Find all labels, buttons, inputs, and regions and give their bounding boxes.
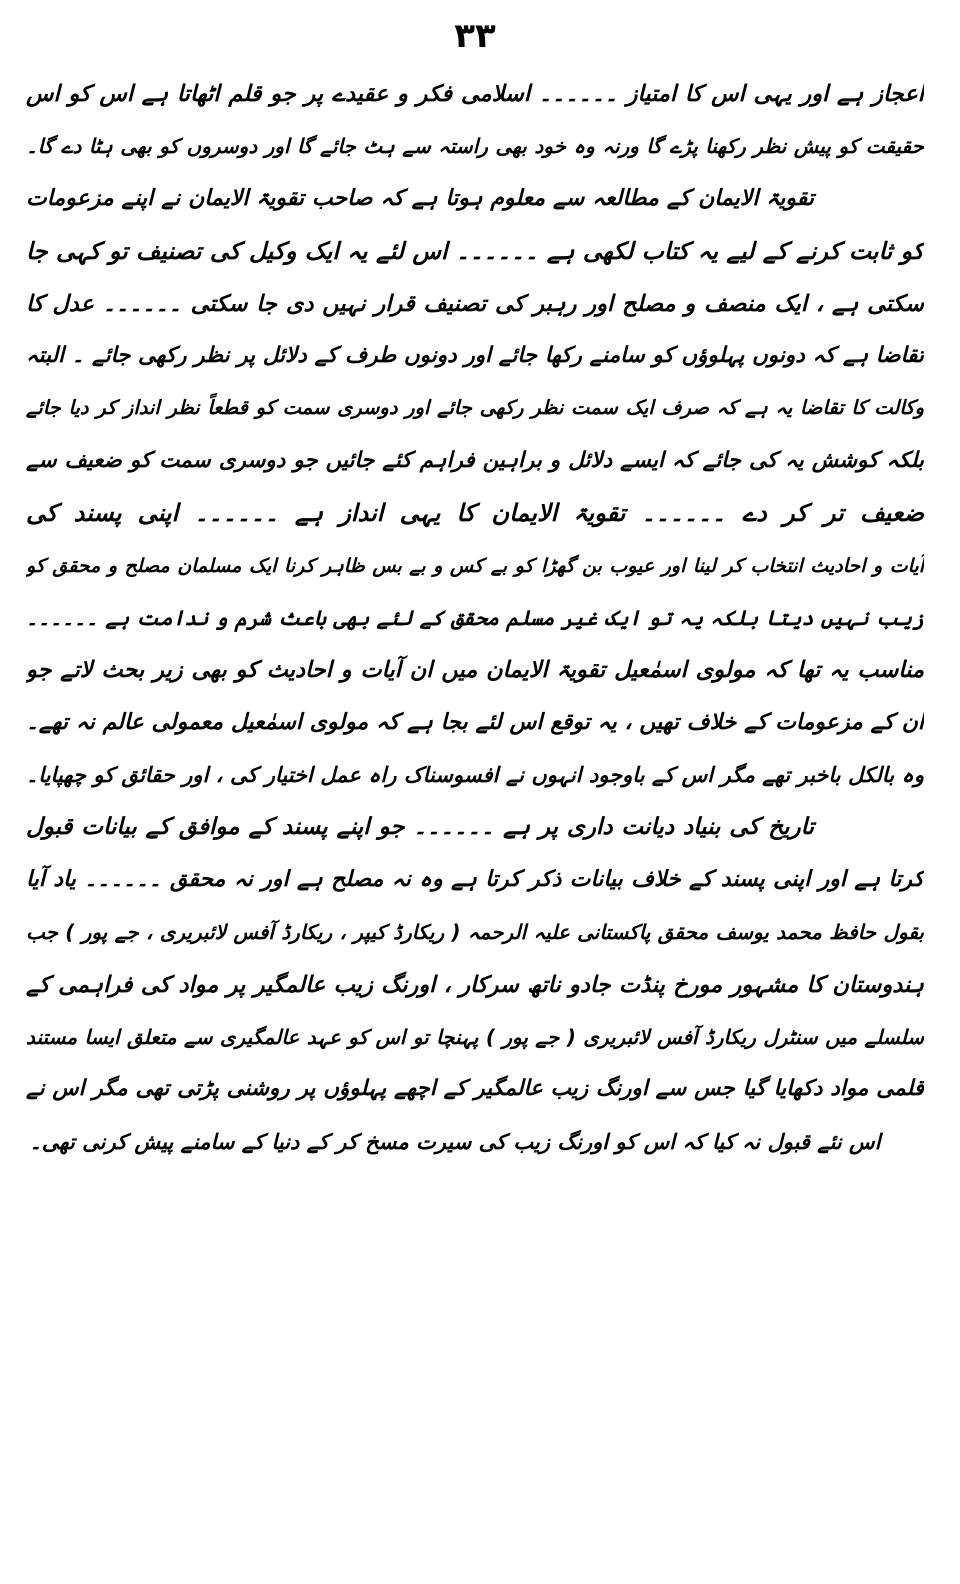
text-line: آیات و احادیث انتخاب کر لینا اور عیوب بن گھڑا کو بے کس و بے بس ظاہر کرنا ایک مسلمان مصلح و محقق کو bbox=[26, 554, 924, 577]
text-line: تقاضا ہے کہ دونوں پہلوؤں کو سامنے رکھا جائے اور دونوں طرف کے دلائل پر نظر رکھی جائے ۔ البتہ bbox=[26, 342, 924, 368]
text-line: وکالت کا تقاضا یہ ہے کہ صرف ایک سمت نظر رکھی جائے اور دوسری سمت کو قطعاً نظر انداز کر دیا جائے bbox=[26, 396, 924, 420]
page-number: ۳۳ bbox=[454, 16, 496, 56]
text-line: بلکہ کوشش یہ کی جائے کہ ایسے دلائل و براہین فراہم کئے جائیں جو دوسری سمت کو ضعیف سے bbox=[26, 447, 924, 473]
text-line: ان کے مزعومات کے خلاف تھیں ، یہ توقع اس لئے بجا ہے کہ مولوی اسمٰعیل معمولی عالم نہ تھے۔ bbox=[26, 709, 924, 735]
text-line: زیب نہیں دیتا بلکہ یہ تو ایک غیر مسلم محقق کے لئے بھی باعث شرم و ندامت ہے ۔۔۔۔۔۔ bbox=[26, 605, 924, 630]
body-text bbox=[26, 68, 924, 1168]
text-line: تاریخ کی بنیاد دیانت داری پر ہے ۔۔۔۔۔۔ جو اپنے پسند کے موافق کے بیانات قبول bbox=[26, 814, 814, 841]
text-line: اس نئے قبول نہ کیا کہ اس کو اورنگ زیب کی سیرت مسخ کر کے دنیا کے سامنے پیش کرنی تھی۔ bbox=[29, 1129, 881, 1154]
text-line: حقیقت کو پیش نظر رکھنا پڑے گا ورنہ وہ خود بھی راستہ سے ہٹ جائے گا اور دوسروں کو بھی ہٹا دے گا۔ bbox=[26, 134, 924, 159]
text-line: کرتا ہے اور اپنی پسند کے خلاف بیانات ذکر کرتا ہے وہ نہ مصلح ہے اور نہ محقق ۔۔۔۔۔۔ یاد آیا bbox=[26, 866, 924, 892]
text-line: سلسلے میں سنٹرل ریکارڈ آفس لائبریری ( جے پور ) پہنچا تو اس کو عہد عالمگیری سے متعلق ایسا مستند bbox=[26, 1025, 924, 1050]
text-line: تقویۃ الایمان کے مطالعہ سے معلوم ہوتا ہے کہ صاحب تقویۃ الایمان نے اپنے مزعومات bbox=[26, 185, 814, 211]
text-line: کو ثابت کرنے کے لیے یہ کتاب لکھی ہے ۔۔۔۔۔۔ اس لئے یہ ایک وکیل کی تصنیف تو کہی جا bbox=[26, 237, 924, 266]
text-line: مناسب یہ تھا کہ مولوی اسمٰعیل تقویۃ الایمان میں ان آیات و احادیث کو بھی زیر بحث لاتے جو bbox=[26, 657, 924, 684]
text-line: قلمی مواد دکھایا گیا جس سے اورنگ زیب عالمگیر کے اچھے پہلوؤں پر روشنی پڑتی تھی مگر اس نے bbox=[26, 1076, 924, 1102]
text-line: ہندوستان کا مشہور مورخ پنڈت جادو ناتھ سرکار ، اورنگ زیب عالمگیر پر مواد کی فراہمی کے bbox=[26, 971, 924, 998]
text-line: اعجاز ہے اور یہی اس کا امتیاز ۔۔۔۔۔۔ اسلامی فکر و عقیدے پر جو قلم اٹھاتا ہے اس کو اس bbox=[26, 81, 924, 107]
text-line: وہ بالکل باخبر تھے مگر اس کے باوجود انہوں نے افسوسناک راہ عمل اختیار کی ، اور حقائق کو چھپایا۔ bbox=[26, 763, 924, 788]
text-line: ضعیف تر کر دے ۔۔۔۔۔۔ تقویۃ الایمان کا یہی انداز ہے ۔۔۔۔۔۔ اپنی پسند کی bbox=[26, 499, 924, 528]
text-line: سکتی ہے ، ایک منصف و مصلح اور رہبر کی تصنیف قرار نہیں دی جا سکتی ۔۔۔۔۔۔ عدل کا bbox=[26, 290, 924, 317]
text-line: بقول حافظ محمد یوسف محقق پاکستانی علیہ الرحمہ ( ریکارڈ کیپر ، ریکارڈ آفس لائبریری ، جے پور ) جب bbox=[26, 920, 924, 945]
